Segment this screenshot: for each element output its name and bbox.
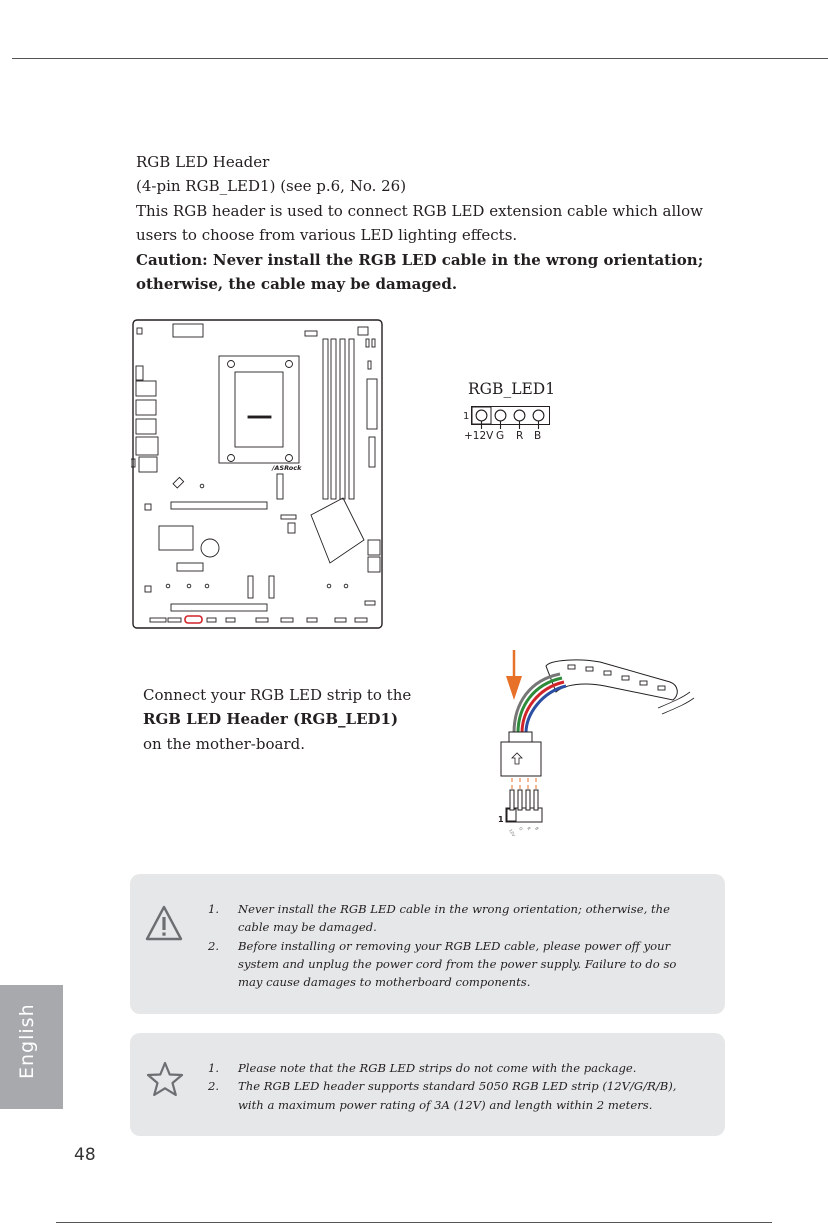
board-brand-logo: /ASRock xyxy=(272,464,302,472)
tips-item: 2. The RGB LED header supports standard 5050 RGB LED strip (12V/G/R/B), with a maximum power rating of 3A (12V) and length within 2 meters. xyxy=(208,1079,677,1112)
connect-instruction: Connect your RGB LED strip to the RGB LED Header (RGB_LED1) on the mother-board. xyxy=(143,686,412,753)
bottom-rule xyxy=(56,1222,772,1223)
warning-triangle-icon xyxy=(144,904,184,942)
pin-label-g: G xyxy=(496,430,505,442)
section-subheading: (4-pin RGB_LED1) (see p.6, No. 26) xyxy=(136,177,407,196)
pin-header-icon xyxy=(471,406,555,432)
pin-one-marker: 1 xyxy=(463,411,470,422)
language-tab-label: English xyxy=(16,1003,38,1079)
intro-section xyxy=(136,150,706,296)
tips-note xyxy=(130,1033,725,1136)
section-description: This RGB header is used to connect RGB LED extension cable which allow users to choose from various LED lighting effects. xyxy=(136,201,703,245)
motherboard-diagram xyxy=(131,319,383,630)
pin-label-b: B xyxy=(534,430,542,442)
led-strip-illustration xyxy=(490,648,700,844)
direction-arrow-icon xyxy=(506,676,522,700)
language-tab xyxy=(0,985,63,1109)
section-heading: RGB LED Header xyxy=(136,153,270,171)
rgb-led1-highlight xyxy=(185,616,202,623)
page-number: 48 xyxy=(74,1145,96,1165)
strip-pin-one: 1 xyxy=(498,815,504,824)
pin-diagram-label: RGB_LED1 xyxy=(468,380,556,398)
warning-item: 2. Before installing or removing your RGB LED cable, please power off your system and unplug the power cord from the power supply. Failure to do so may cause damages to motherboard components. xyxy=(208,938,677,990)
warning-note xyxy=(130,874,725,1014)
strip-pin-label-r: R xyxy=(526,826,532,831)
strip-pin-label-g: G xyxy=(518,826,525,832)
connect-bold: RGB LED Header (RGB_LED1) xyxy=(143,710,399,729)
star-icon xyxy=(146,1061,184,1097)
pin-label-12v: +12V xyxy=(464,430,494,442)
warning-item: 1. Never install the RGB LED cable in the wrong orientation; otherwise, the cable may be damaged. xyxy=(208,902,670,935)
strip-pin-label-12v: 12V xyxy=(508,828,517,838)
caution-text: Caution: Never install the RGB LED cable in the wrong orientation; otherwise, the cable may be damaged. xyxy=(136,250,704,294)
pin-label-r: R xyxy=(516,430,524,442)
top-rule xyxy=(12,58,828,59)
tips-item: 1. Please note that the RGB LED strips do not come with the package. xyxy=(208,1061,637,1075)
strip-pin-label-b: B xyxy=(534,826,540,831)
